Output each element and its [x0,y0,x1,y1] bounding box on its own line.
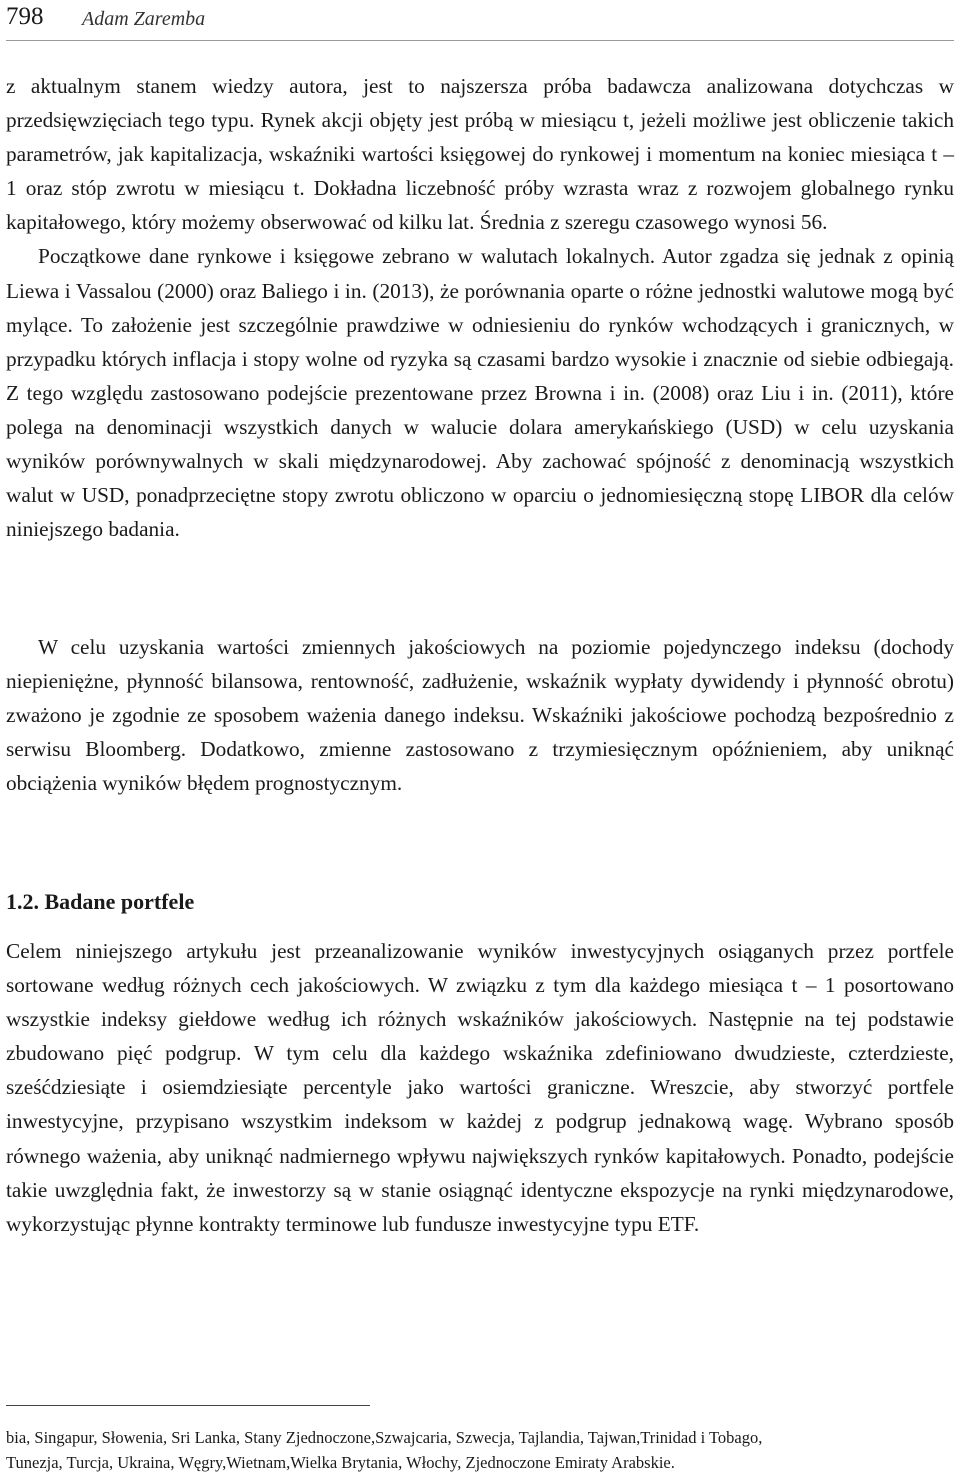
paragraph: Celem niniejszego artykułu jest przeanalizowanie wyników inwestycyjnych osiąganych przez portfele sortowane według różnych cech jakościowych. W związku z tym dla każdego miesiąca t – 1 posortowano wszystkie indeksy giełdowe według ich różnych wskaźników jakościowych. Następnie na tej podstawie zbudowano pięć podgrup. W tym celu dla każdego wskaźnika zdefiniowano dwudzieste, czterdzieste, sześćdziesiąte i osiemdziesiąte percentyle jako wartości graniczne. Wreszcie, aby stworzyć portfele inwestycyjne, przypisano wszystkim indeksom w każdej z podgrup jednakową wagę. Wybrano sposób równego ważenia, aby uniknąć nadmiernego wpływu największych rynków kapitałowych. Ponadto, podejście takie uwzględnia fakt, że inwestorzy są w stanie osiągnąć identyczne ekspozycje na rynki międzynarodowe, wykorzystując płynne kontrakty terminowe lub fundusze inwestycyjne typu ETF. [6,939,954,1236]
page-number: 798 [6,3,44,30]
body-text-block [6,630,954,800]
footnote-divider [6,1405,370,1406]
footnote-line: Tunezja, Turcja, Ukraina, Węgry,Wietnam,Wielka Brytania, Włochy, Zjednoczone Emiraty Arabskie. [6,1453,675,1472]
paragraph: W celu uzyskania wartości zmiennych jakościowych na poziomie pojedynczego indeksu (dochody niepieniężne, płynność bilansowa, rentowność, zadłużenie, wskaźnik wypłaty dywidendy i płynność obrotu) zważono je zgodnie ze sposobem ważenia danego indeksu. Wskaźniki jakościowe pochodzą bezpośrednio z serwisu Bloomberg. Dodatkowo, zmienne zastosowano z trzymiesięcznym opóźnieniem, aby uniknąć obciążenia wyników błędem prognostycznym. [6,635,954,796]
section-body [6,934,954,1241]
page-header [6,0,954,41]
section-heading: 1.2. Badane portfele [6,889,195,914]
running-head-author: Adam Zaremba [82,8,206,30]
footnote [6,1425,954,1475]
footnote-line: bia, Singapur, Słowenia, Sri Lanka, Stany Zjednoczone,Szwajcaria, Szwecja, Tajlandia, Tajwan,Trinidad i Tobago, [6,1428,763,1447]
paragraph: Początkowe dane rynkowe i księgowe zebrano w walutach lokalnych. Autor zgadza się jednak z opinią Liewa i Vassalou (2000) oraz Baliego i in. (2013), że porównania oparte o różne jednostki walutowe mogą być mylące. To założenie jest szczególnie prawdziwe w odniesieniu do rynków wchodzących i granicznych, w przypadku których inflacja i stopy wolne od ryzyka są czasami bardzo wysokie i znacznie od siebie odbiegają. Z tego względu zastosowano podejście prezentowane przez Browna i in. (2008) oraz Liu i in. (2011), które polega na denominacji wszystkich danych w walucie dolara amerykańskiego (USD) w celu uzyskania wyników porównywalnych w skali międzynarodowej. Aby zachować spójność z denominacją wszystkich walut w USD, ponadprzeciętne stopy zwrotu obliczono w oparciu o jednomiesięczną stopę LIBOR dla celów niniejszego badania. [6,244,954,542]
body-text-block [6,69,954,546]
paragraph: z aktualnym stanem wiedzy autora, jest to najszersza próba badawcza analizowana dotychczas w przedsięwzięciach tego typu. Rynek akcji objęty jest próbą w miesiącu t, jeżeli możliwe jest obliczenie takich parametrów, jak kapitalizacja, wskaźniki wartości księgowej do rynkowej i momentum na koniec miesiąca t – 1 oraz stóp zwrotu w miesiącu t. Dokładna liczebność próby wzrasta wraz z rozwojem globalnego rynku kapitałowego, który możemy obserwować od kilku lat. Średnia z szeregu czasowego wynosi 56. [6,74,954,235]
